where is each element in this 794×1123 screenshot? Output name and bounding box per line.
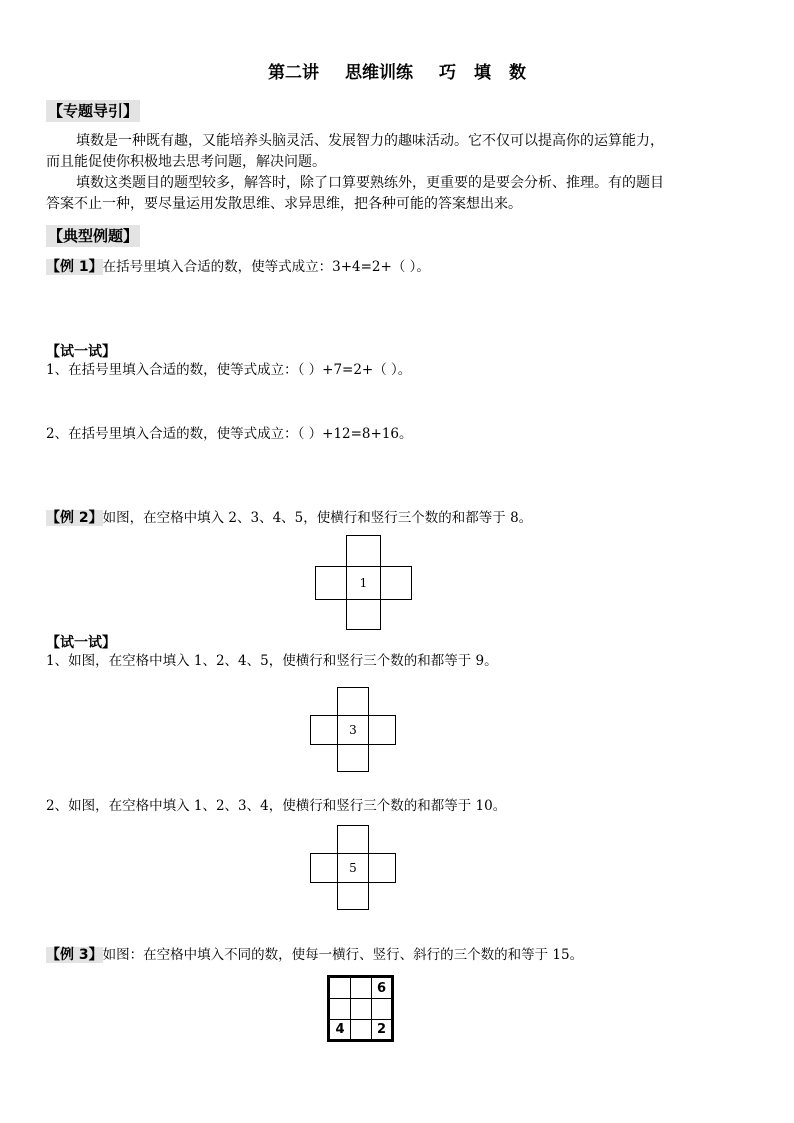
grid-cell-center: 3	[337, 715, 369, 745]
magic-cell-r2c2	[350, 998, 372, 1020]
intro-para1-line2: 而且能促使你积极地去思考问题，解决问题。	[46, 154, 326, 170]
grid-cell-bottom	[337, 882, 369, 910]
grid-cell-bottom	[346, 599, 381, 630]
try-2-q2-cross-grid	[310, 825, 396, 910]
grid-cell-center: 1	[346, 566, 381, 600]
grid-cell-top	[337, 825, 369, 854]
intro-para1-line1: 填数是一种既有趣，又能培养头脑灵活、发展智力的趣味活动。它不仅可以提高你的运算能力，	[76, 133, 664, 149]
grid-cell-center: 5	[337, 853, 369, 883]
try-2-q1-cross-grid	[310, 687, 396, 772]
magic-cell-r1c3: 6	[371, 977, 392, 999]
grid-cell-top	[346, 535, 381, 567]
title-word-3: 数	[509, 63, 526, 83]
example-2-cross-grid	[315, 535, 412, 630]
example-1-text: 在括号里填入合适的数，使等式成立：3+4=2+（ ）。	[102, 259, 430, 275]
examples-heading: 【典型例题】	[48, 227, 139, 245]
example-2-text: 如图，在空格中填入 2、3、4、5，使横行和竖行三个数的和都等于 8。	[102, 510, 533, 526]
magic-cell-r2c3	[371, 998, 392, 1020]
grid-cell-bottom	[337, 744, 369, 772]
magic-cell-r3c1: 4	[329, 1019, 351, 1040]
title-word-2: 填	[474, 63, 491, 83]
magic-cell-r3c2	[350, 1019, 372, 1040]
magic-square-grid	[327, 975, 394, 1042]
magic-cell-r1c2	[350, 977, 372, 999]
title-topic: 思维训练	[345, 63, 413, 83]
magic-cell-r1c1	[329, 977, 351, 999]
try-1-question-2: 2、在括号里填入合适的数，使等式成立：（ ）+12=8+16。	[46, 426, 413, 442]
example-3-text: 如图：在空格中填入不同的数，使每一横行、竖行、斜行的三个数的和等于 15。	[102, 947, 584, 963]
example-3	[46, 944, 583, 965]
intro-para2-line1: 填数这类题目的题型较多，解答时，除了口算要熟练外，更重要的是要会分析、推理。有的题目	[76, 175, 664, 191]
page-title	[0, 58, 794, 83]
try-1-question-1: 1、在括号里填入合适的数，使等式成立：（ ）+7=2+（ ）。	[46, 362, 412, 378]
try-1-label: 【试一试】	[46, 344, 116, 360]
intro-heading: 【专题导引】	[48, 102, 139, 120]
intro-para2-line2: 答案不止一种，要尽量运用发散思维、求异思维，把各种可能的答案想出来。	[46, 196, 522, 212]
magic-cell-r3c3: 2	[371, 1019, 392, 1040]
title-word-1: 巧	[439, 63, 456, 83]
grid-cell-top	[337, 687, 369, 716]
grid-cell-right	[380, 566, 412, 600]
example-3-label: 【例 3】	[46, 947, 103, 963]
try-2-question-2: 2、如图，在空格中填入 1、2、3、4，使横行和竖行三个数的和都等于 10。	[46, 798, 507, 814]
grid-cell-right	[368, 853, 396, 883]
example-1	[46, 256, 430, 277]
magic-cell-r2c1	[329, 998, 351, 1020]
example-2-label: 【例 2】	[46, 510, 103, 526]
grid-cell-left	[315, 566, 347, 600]
try-2-label: 【试一试】	[46, 635, 116, 651]
grid-cell-left	[310, 715, 338, 745]
example-2	[46, 507, 532, 528]
example-1-label: 【例 1】	[46, 259, 103, 275]
try-2-question-1: 1、如图，在空格中填入 1、2、4、5，使横行和竖行三个数的和都等于 9。	[46, 653, 498, 669]
grid-cell-left	[310, 853, 338, 883]
title-lecture: 第二讲	[268, 63, 319, 83]
grid-cell-right	[368, 715, 396, 745]
